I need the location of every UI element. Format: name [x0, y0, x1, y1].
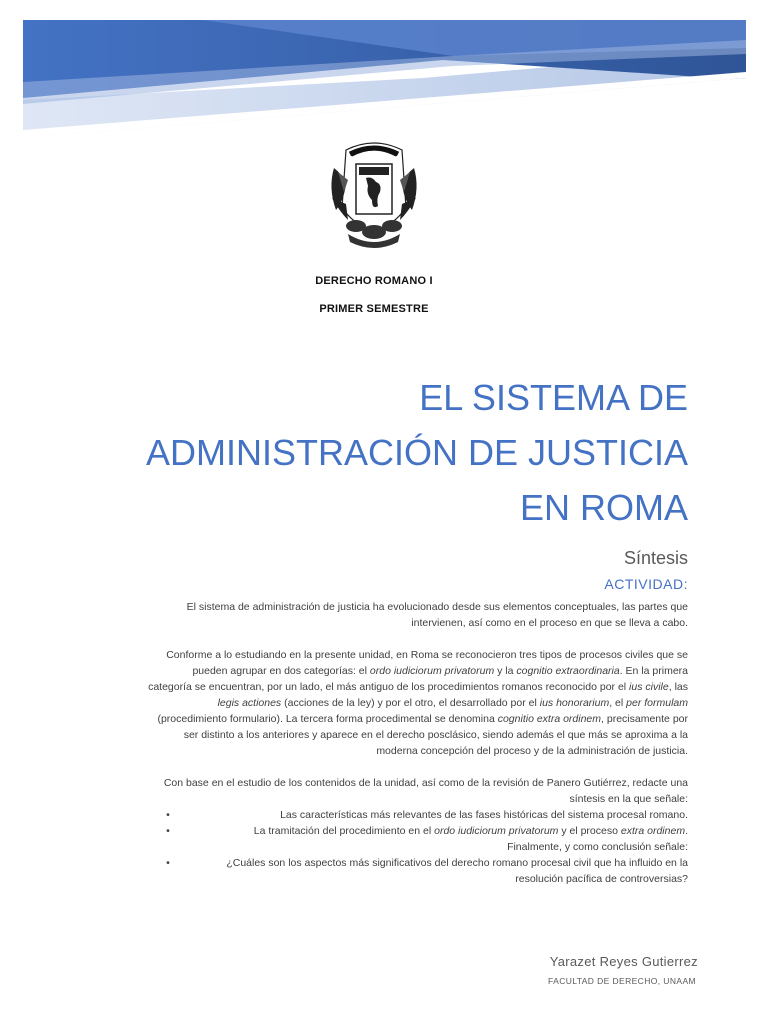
- unam-seal-logo: [326, 138, 422, 248]
- bullet-icon: •: [166, 857, 170, 869]
- bullet-text: ¿Cuáles son los aspectos más significativos del derecho romano procesal civil que ha influido en la resolución pacífica de controversias?: [226, 857, 688, 885]
- author-name: Yarazet Reyes Gutierrez: [549, 954, 698, 969]
- italic-term: ius civile: [629, 681, 669, 693]
- italic-term: extra ordinem: [620, 825, 686, 837]
- course-name: DERECHO ROMANO I: [315, 275, 433, 287]
- paragraph-conclusion: Finalmente, y como conclusión señale:: [507, 841, 688, 853]
- text-run: Conforme a lo estudiando en la presente unidad, en Roma se reconocieron tres tipos de procesos civiles que se pueden agrupar en dos categorías: el: [166, 649, 688, 677]
- title-line-1: EL SISTEMA DE: [419, 377, 688, 418]
- italic-term: ius honorarium: [539, 697, 610, 709]
- header-banner: [23, 20, 746, 145]
- italic-term: ordo iudiciorum privatorum: [434, 825, 559, 837]
- activity-heading: ACTIVIDAD:: [604, 576, 688, 592]
- italic-term: ordo iudiciorum privatorum: [369, 665, 495, 677]
- text-run: y la: [494, 665, 517, 677]
- text-run: , el: [609, 697, 627, 709]
- text-run: La tramitación del procedimiento en el: [253, 825, 435, 837]
- bullet-icon: •: [166, 825, 170, 837]
- activity-body: [148, 599, 688, 887]
- bullet-text: Las características más relevantes de las fases históricas del sistema procesal romano.: [280, 809, 688, 821]
- title-line-2: ADMINISTRACIÓN DE JUSTICIA: [145, 432, 688, 473]
- paragraph-processes: [148, 647, 688, 759]
- text-run: (acciones de la ley) y por el otro, el desarrollado por el: [281, 697, 540, 709]
- italic-term: legis actiones: [217, 697, 282, 709]
- bullet-item-1: [148, 807, 688, 823]
- text-run: y el proceso: [558, 825, 621, 837]
- text-run: (procedimiento formulario). La tercera forma procedimental se denomina: [157, 713, 498, 725]
- bullet-icon: •: [166, 809, 170, 821]
- paragraph-intro: El sistema de administración de justicia ha evolucionado desde sus elementos conceptuales, las partes que intervienen, así como en el proceso en que se lleva a cabo.: [186, 601, 688, 629]
- faculty-name: FACULTAD DE DERECHO, UNAAM: [548, 976, 696, 986]
- paragraph-instructions: Con base en el estudio de los contenidos de la unidad, así como de la revisión de Panero Gutiérrez, redacte una síntesis en la que señale:: [163, 777, 688, 805]
- text-run: , las: [668, 681, 688, 693]
- italic-term: cognitio extra ordinem: [497, 713, 602, 725]
- semester-label: PRIMER SEMESTRE: [319, 303, 429, 315]
- text-run: .: [685, 825, 688, 837]
- bullet-item-3: [148, 855, 688, 887]
- document-subtitle: Síntesis: [623, 548, 688, 568]
- text-run: . En la primera categoría se encuentran, por un lado, el más antiguo de los procedimientos romanos reconocido por el: [148, 665, 688, 693]
- italic-term: cognitio extraordinaria: [516, 665, 620, 677]
- text-run: , precisamente por ser distinto a los anteriores y aparece en el derecho posclásico, siendo además el que más se aproxima a la moderna concepción del proceso y de la administración de justicia.: [183, 713, 688, 757]
- bullet-item-2: [148, 823, 688, 839]
- italic-term: per formulam: [626, 697, 688, 709]
- title-line-3: EN ROMA: [519, 487, 688, 528]
- document-title: [48, 370, 688, 535]
